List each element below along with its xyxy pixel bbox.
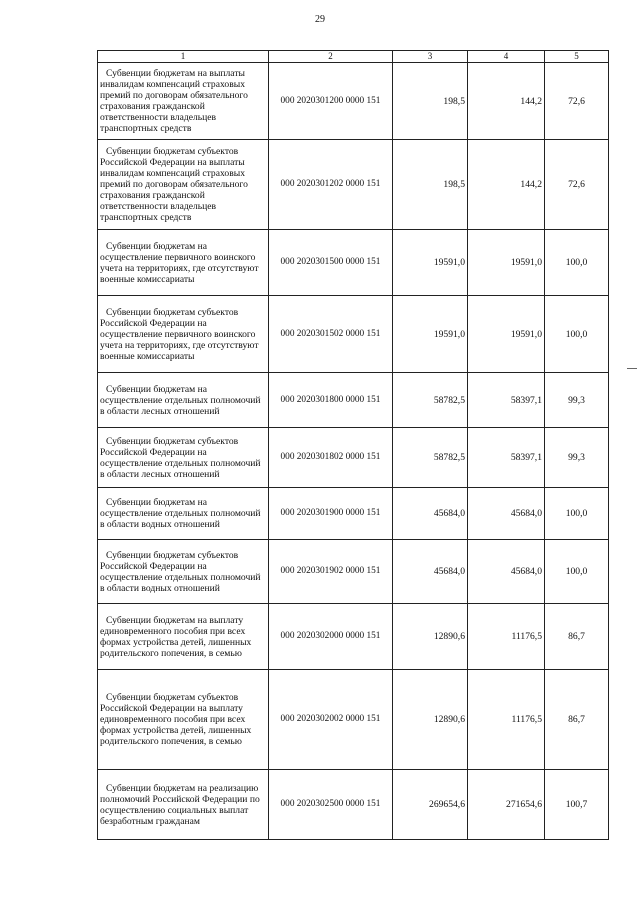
table-row	[98, 770, 609, 840]
row-fact: 11176,5	[468, 670, 545, 770]
table-row	[98, 140, 609, 230]
column-header: 5	[545, 51, 609, 63]
row-fact: 144,2	[468, 63, 545, 140]
row-name: Субвенции бюджетам субъектов Российской Федерации на осуществление первичного воинского учета на территориях, где отсутствуют военные комиссариаты	[98, 296, 269, 373]
row-code: 000 2020301902 0000 151	[269, 540, 393, 604]
row-fact: 271654,6	[468, 770, 545, 840]
margin-mark	[627, 368, 637, 369]
table-row	[98, 296, 609, 373]
row-name: Субвенции бюджетам на осуществление отдельных полномочий в области лесных отношений	[98, 373, 269, 428]
row-fact: 58397,1	[468, 428, 545, 488]
row-plan: 198,5	[393, 140, 468, 230]
row-fact: 19591,0	[468, 296, 545, 373]
row-fact: 45684,0	[468, 540, 545, 604]
row-percent: 100,0	[545, 296, 609, 373]
row-plan: 269654,6	[393, 770, 468, 840]
table-row	[98, 230, 609, 296]
row-name: Субвенции бюджетам на осуществление первичного воинского учета на территориях, где отсутствуют военные комиссариаты	[98, 230, 269, 296]
row-plan: 12890,6	[393, 670, 468, 770]
row-name: Субвенции бюджетам на выплату единовременного пособия при всех формах устройства детей, лишенных родительского попечения, в семью	[98, 604, 269, 670]
row-plan: 58782,5	[393, 428, 468, 488]
row-code: 000 2020301502 0000 151	[269, 296, 393, 373]
row-plan: 12890,6	[393, 604, 468, 670]
row-percent: 100,0	[545, 488, 609, 540]
row-percent: 99,3	[545, 373, 609, 428]
row-code: 000 2020302002 0000 151	[269, 670, 393, 770]
row-code: 000 2020301200 0000 151	[269, 63, 393, 140]
row-code: 000 2020301800 0000 151	[269, 373, 393, 428]
row-fact: 58397,1	[468, 373, 545, 428]
row-plan: 58782,5	[393, 373, 468, 428]
row-code: 000 2020301900 0000 151	[269, 488, 393, 540]
row-percent: 100,0	[545, 540, 609, 604]
column-header: 2	[269, 51, 393, 63]
table-row	[98, 670, 609, 770]
row-name: Субвенции бюджетам субъектов Российской Федерации на выплату единовременного пособия при всех формах устройства детей, лишенных родительского попечения, в семью	[98, 670, 269, 770]
row-name: Субвенции бюджетам на выплаты инвалидам компенсаций страховых премий по договорам обязательного страхования гражданской ответственности владельцев транспортных средств	[98, 63, 269, 140]
table-row	[98, 540, 609, 604]
table-row	[98, 488, 609, 540]
row-percent: 86,7	[545, 604, 609, 670]
budget-table	[97, 50, 609, 840]
row-percent: 100,0	[545, 230, 609, 296]
column-header: 4	[468, 51, 545, 63]
row-code: 000 2020301202 0000 151	[269, 140, 393, 230]
row-plan: 198,5	[393, 63, 468, 140]
row-plan: 19591,0	[393, 230, 468, 296]
row-fact: 45684,0	[468, 488, 545, 540]
column-header: 3	[393, 51, 468, 63]
row-code: 000 2020301500 0000 151	[269, 230, 393, 296]
row-percent: 100,7	[545, 770, 609, 840]
row-percent: 72,6	[545, 63, 609, 140]
row-code: 000 2020302500 0000 151	[269, 770, 393, 840]
row-code: 000 2020302000 0000 151	[269, 604, 393, 670]
table-row	[98, 373, 609, 428]
row-name: Субвенции бюджетам на реализацию полномочий Российской Федерации по осуществлению социальных выплат безработным гражданам	[98, 770, 269, 840]
row-name: Субвенции бюджетам субъектов Российской Федерации на выплаты инвалидам компенсаций страховых премий по договорам обязательного страхования гражданской ответственности владельцев транспортных средств	[98, 140, 269, 230]
page-number: 29	[315, 14, 325, 25]
row-plan: 45684,0	[393, 488, 468, 540]
row-plan: 19591,0	[393, 296, 468, 373]
table-row	[98, 428, 609, 488]
row-code: 000 2020301802 0000 151	[269, 428, 393, 488]
table-row	[98, 604, 609, 670]
row-percent: 86,7	[545, 670, 609, 770]
row-fact: 19591,0	[468, 230, 545, 296]
row-fact: 11176,5	[468, 604, 545, 670]
row-name: Субвенции бюджетам субъектов Российской Федерации на осуществление отдельных полномочий в области водных отношений	[98, 540, 269, 604]
header-row	[98, 51, 609, 63]
row-name: Субвенции бюджетам на осуществление отдельных полномочий в области водных отношений	[98, 488, 269, 540]
row-percent: 99,3	[545, 428, 609, 488]
row-name: Субвенции бюджетам субъектов Российской Федерации на осуществление отдельных полномочий в области лесных отношений	[98, 428, 269, 488]
row-percent: 72,6	[545, 140, 609, 230]
column-header: 1	[98, 51, 269, 63]
table-row	[98, 63, 609, 140]
row-fact: 144,2	[468, 140, 545, 230]
row-plan: 45684,0	[393, 540, 468, 604]
